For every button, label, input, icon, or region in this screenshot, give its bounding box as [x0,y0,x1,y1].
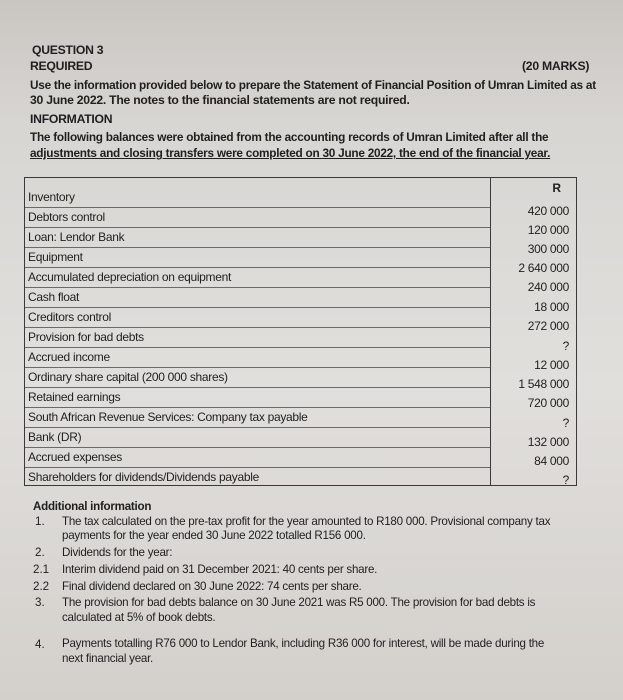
table-row [25,408,490,428]
table-row [25,268,490,288]
row-label: Debtors control [28,210,105,224]
row-amount: 12 000 [534,358,569,372]
table-row [25,188,490,208]
item-number: 2.2 [33,580,50,593]
row-label: Inventory [28,190,75,204]
row-amount: 2 640 000 [518,261,569,275]
row-amount: 300 000 [527,242,569,256]
row-label: Shareholders for dividends/Dividends payable [28,470,259,484]
row-label: Equipment [28,250,83,264]
table-row [25,208,490,228]
row-label: Accrued expenses [28,450,122,464]
item-text: Payments totalling R76 000 to Lendor Bank, including R36 000 for interest, will be made during the [62,637,545,650]
item-text: calculated at 5% of book debts. [62,611,216,624]
item-number: 4. [35,638,45,651]
row-amount: 272 000 [527,319,569,333]
row-amount: ? [562,416,569,430]
information-heading: INFORMATION [30,112,113,126]
table-row [25,348,490,368]
row-amount: 720 000 [527,396,569,410]
table-row [25,248,490,268]
info-line-2: adjustments and closing transfers were completed on 30 June 2022, the end of the financial year. [30,146,551,160]
row-label: Loan: Lendor Bank [28,230,125,244]
row-amount: 18 000 [534,300,569,314]
table-row [25,328,490,348]
column-divider [490,178,491,485]
row-label: Retained earnings [28,390,121,404]
row-label: Accumulated depreciation on equipment [28,270,232,284]
item-text: Interim dividend paid on 31 December 2021: 40 cents per share. [62,563,378,576]
info-line-1: The following balances were obtained from the accounting records of Umran Limited after all the [30,130,549,144]
item-number: 3. [35,596,45,609]
item-number: 2. [35,546,45,559]
instruction-line-2: 30 June 2022. The notes to the financial statements are not required. [30,93,410,107]
row-label: Cash float [28,290,80,304]
row-amount: ? [562,473,569,487]
row-amount: 120 000 [527,223,569,237]
additional-heading: Additional information [33,500,152,513]
currency-header: R [552,181,561,195]
row-label: Accrued income [28,350,110,364]
row-amount: 84 000 [534,454,569,468]
item-text: The tax calculated on the pre-tax profit for the year amounted to R180 000. Provisional company tax [62,515,551,528]
item-text: next financial year. [62,652,154,665]
item-text: The provision for bad debts balance on 30 June 2021 was R5 000. The provision for bad debts is [62,596,536,609]
row-label: Ordinary share capital (200 000 shares) [28,370,228,384]
row-amount: 420 000 [527,204,569,218]
table-row [25,308,490,328]
item-text: Final dividend declared on 30 June 2022: 74 cents per share. [62,580,362,593]
row-amount: 240 000 [527,280,569,294]
row-label: Creditors control [28,310,111,324]
row-amount: 132 000 [527,435,569,449]
item-text: Dividends for the year: [62,546,173,559]
question-number: QUESTION 3 [32,43,104,57]
table-row [25,288,490,308]
item-text: payments for the year ended 30 June 2022 totalled R156 000. [62,529,366,542]
row-amount: ? [562,339,569,353]
item-number: 2.1 [33,563,50,576]
row-amount: 1 548 000 [518,377,569,391]
row-label: South African Revenue Services: Company tax payable [28,410,308,424]
table-right-border [576,178,577,485]
row-label: Provision for bad debts [28,330,144,344]
marks-label: (20 MARKS) [522,59,590,73]
table-row [25,388,490,408]
required-heading: REQUIRED [30,59,93,73]
table-row [25,368,490,388]
table-row [25,448,490,468]
row-label: Bank (DR) [28,430,82,444]
item-number: 1. [35,515,45,528]
instruction-line-1: Use the information provided below to prepare the Statement of Financial Position of Umran Limited as at [30,78,596,92]
table-row [25,228,490,248]
table-row [25,428,490,448]
table-row [25,468,490,487]
balances-table [24,177,577,486]
